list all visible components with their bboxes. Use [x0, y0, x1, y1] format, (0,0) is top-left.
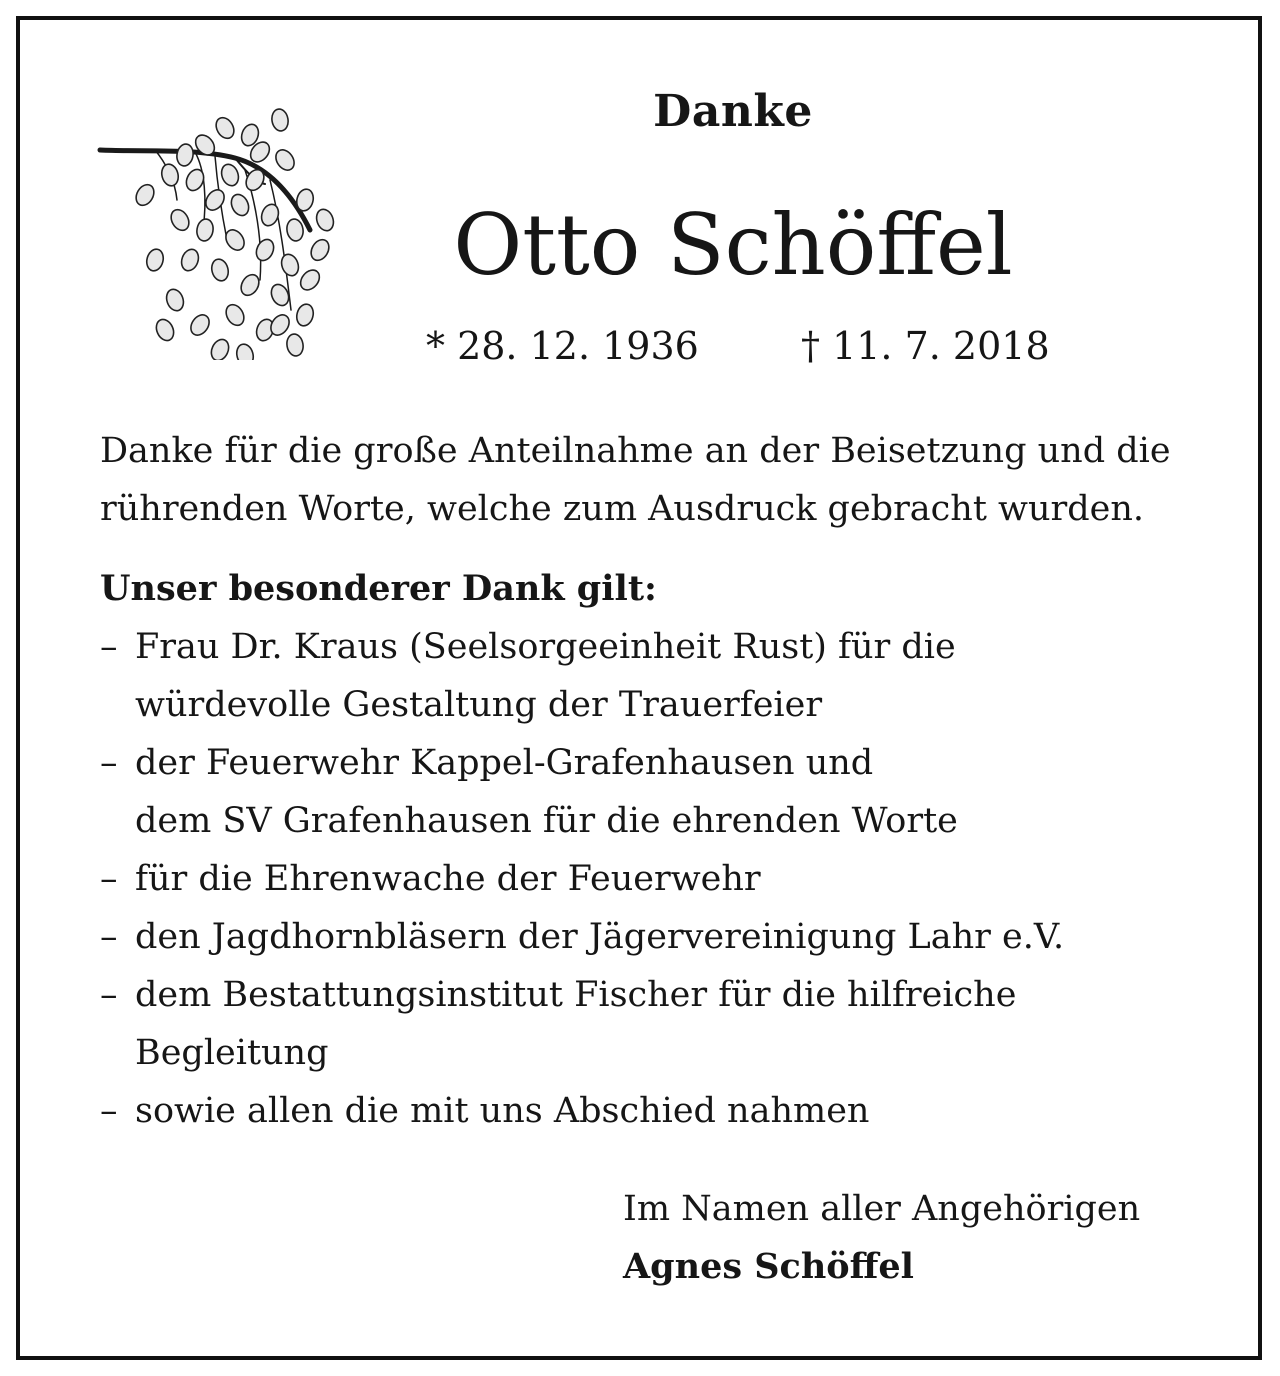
leaf-icon — [208, 337, 232, 360]
special-thanks-list — [100, 618, 1200, 1140]
list-item — [100, 734, 1200, 850]
leaf-icon — [187, 311, 213, 338]
deceased-name: Otto Schöffel — [453, 196, 1013, 294]
leaf-icon — [223, 301, 248, 328]
list-item-line: Begleitung — [135, 1033, 329, 1073]
list-item — [100, 908, 1200, 966]
list-item-line: Frau Dr. Kraus (Seelsorgeeinheit Rust) für die — [135, 627, 956, 667]
leaf-icon — [285, 333, 305, 357]
list-item-line: dem SV Grafenhausen für die ehrenden Worte — [135, 801, 958, 841]
dash-bullet: – — [100, 1091, 118, 1131]
leaf-icon — [234, 342, 255, 360]
dash-bullet: – — [100, 917, 118, 957]
leaf-icon — [175, 143, 195, 167]
dash-bullet: – — [100, 859, 118, 899]
leaf-icon — [159, 162, 180, 187]
signer-name: Agnes Schöffel — [623, 1246, 914, 1287]
list-item-line: dem Bestattungsinstitut Fischer für die hilfreiche — [135, 975, 1017, 1015]
list-item-line: sowie allen die mit uns Abschied nahmen — [135, 1091, 870, 1131]
closing-block — [623, 1180, 1140, 1296]
thanks-line: rührenden Worte, welche zum Ausdruck gebracht wurden. — [100, 489, 1145, 529]
list-item — [100, 966, 1200, 1082]
dash-bullet: – — [100, 627, 118, 667]
heading-danke: Danke — [653, 86, 813, 137]
special-thanks-title: Unser besonderer Dank gilt: — [100, 568, 657, 609]
death-date: † 11. 7. 2018 — [801, 324, 1050, 368]
list-item-line: für die Ehrenwache der Feuerwehr — [135, 859, 761, 899]
list-item-line: der Feuerwehr Kappel-Grafenhausen und — [135, 743, 874, 783]
list-item-line: würdevolle Gestaltung der Trauerfeier — [135, 685, 823, 725]
closing-line: Im Namen aller Angehörigen — [623, 1189, 1141, 1229]
list-item-line: den Jagdhornbläsern der Jägervereinigung Lahr e.V. — [135, 917, 1065, 957]
leaf-icon — [272, 146, 298, 173]
leaf-icon — [183, 167, 207, 194]
list-item — [100, 850, 1200, 908]
list-item — [100, 1082, 1200, 1140]
leaf-icon — [219, 162, 242, 188]
thanks-paragraph — [100, 422, 1220, 538]
obituary-card — [16, 16, 1262, 1360]
thanks-line: Danke für die große Anteilnahme an der Beisetzung und die — [100, 431, 1171, 471]
leaf-icon — [294, 302, 315, 327]
birth-date: * 28. 12. 1936 — [426, 324, 699, 368]
dash-bullet: – — [100, 975, 118, 1015]
leaf-icon — [153, 317, 177, 344]
dash-bullet: – — [100, 743, 118, 783]
list-item — [100, 618, 1200, 734]
